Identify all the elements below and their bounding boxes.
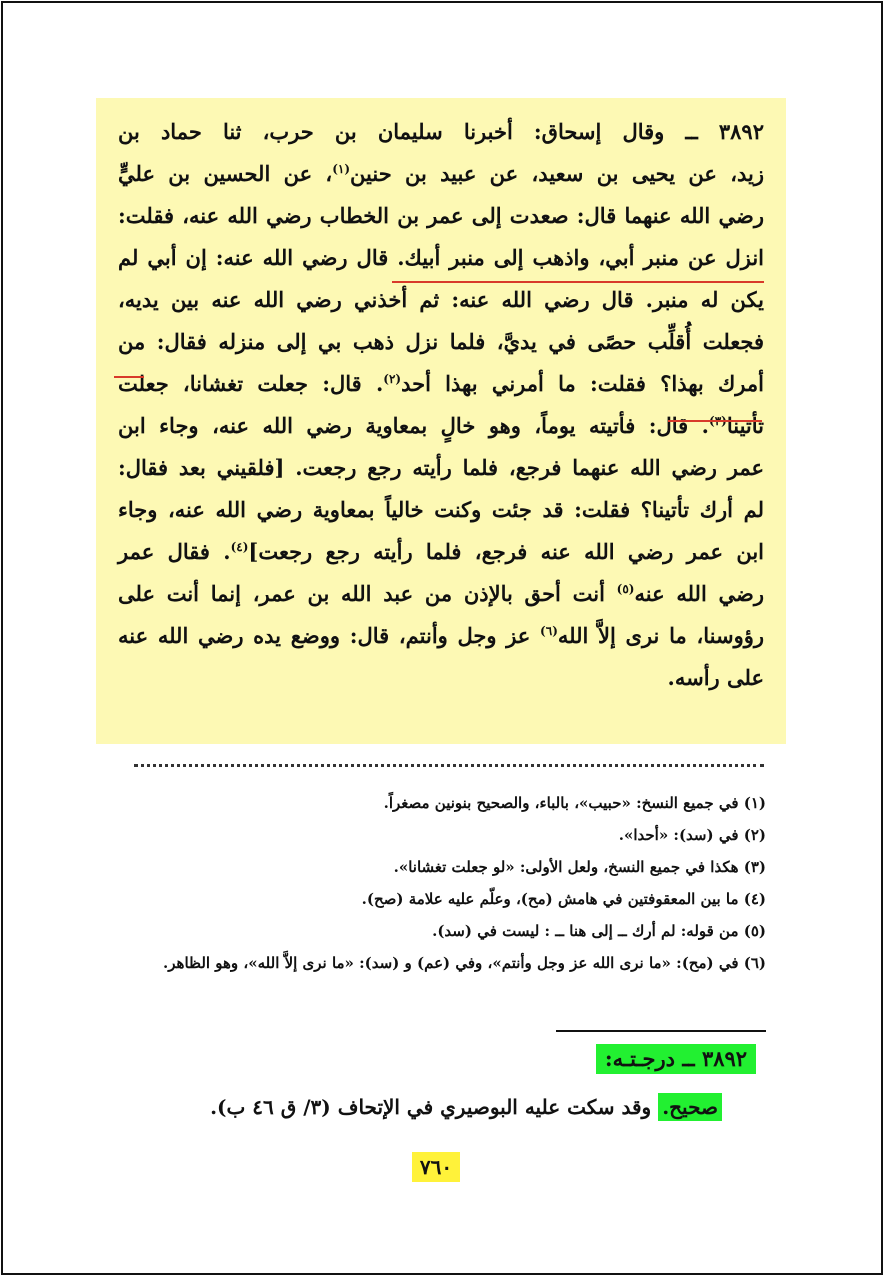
text-line-4: انزل عن منبر أبي، واذهب إلى منبر أبيك. قال رضي الله عنه: إن أبي لم (118, 245, 764, 270)
text-line-12: رضي الله عنه$^{(٥)}$ أنت أحق بالإذن من عبد الله بن عمر، إنما أنت على (118, 581, 765, 606)
grade-separator (556, 1030, 766, 1032)
grade-heading: ٣٨٩٢ ــ درجـتـه: (596, 1044, 756, 1074)
grade-line (162, 1088, 722, 1126)
grade-badge: صحيح. (658, 1093, 722, 1121)
red-underline-2 (114, 376, 144, 378)
grade-text: وقد سكت عليه البوصيري في الإتحاف (٣/ ق ٤٦ ب). (210, 1095, 659, 1119)
footnote-5: (٥) من قوله: لم أرك ــ إلى هنا ــ : ليست في (سد). (432, 922, 766, 940)
text-line-7: أمرك بهذا؟ فقلت: ما أمرني بهذا أحد$^{(٢)}$. قال: جعلت تغشانا، جعلت (118, 371, 764, 396)
text-line-6: فجعلت أُقلِّب حصًى في يديَّ، فلما نزل ذهب بي إلى منزله فقال: من (118, 329, 764, 354)
footnote-ref-3[interactable]: (٣) (709, 414, 727, 428)
text-line-5: يكن له منبر. قال رضي الله عنه: ثم أخذني رضي الله عنه بين يديه، (118, 287, 764, 312)
footnote-6: (٦) في (مح): «ما نرى الله عز وجل وأنتم»، وفي (عم) و (سد): «ما نرى إلاَّ الله»، وهو الظاهر. (163, 954, 766, 972)
text-line-3: رضي الله عنهما قال: صعدت إلى عمر بن الخطاب رضي الله عنه، فقلت: (118, 203, 764, 228)
footnote-ref-2[interactable]: (٢) (383, 372, 402, 386)
footnote-1: (١) في جميع النسخ: «حبيب»، بالباء، والصحيح بنونين مصغراً. (383, 794, 766, 812)
footnote-2: (٢) في (سد): «أحدا». (618, 826, 766, 844)
footnote-ref-4[interactable]: (٤) (230, 540, 249, 554)
red-underline-1 (392, 281, 764, 283)
footnote-4: (٤) ما بين المعقوفتين في هامش (مح)، وعلّم عليه علامة (صح). (361, 890, 766, 908)
page-number: ٧٦٠ (412, 1152, 460, 1182)
footnote-separator (134, 764, 764, 777)
text-line-11: ابن عمر رضي الله عنه فرجع، فلما رأيته رجع رجعت]$^{(٤)}$. فقال عمر (118, 539, 764, 564)
hadith-text-block (96, 98, 786, 744)
text-line-9: عمر رضي الله عنهما فرجع، فلما رأيته رجع رجعت. [فلقيني بعد فقال: (118, 455, 764, 480)
text-line-8: تأتينا$^{(٣)}$. قال: فأتيته يوماً، وهو خالٍ بمعاوية رضي الله عنه، وجاء ابن (118, 413, 764, 438)
footnote-ref-1[interactable]: (١) (332, 162, 351, 176)
footnote-ref-6[interactable]: (٦) (540, 624, 558, 638)
text-line-10: لم أرك تأتينا؟ فقلت: قد جئت وكنت خالياً بمعاوية رضي الله عنه، وجاء (118, 497, 764, 522)
text-line-2: زيد، عن يحيى بن سعيد، عن عبيد بن حنين$^{(١)}$، عن الحسين بن عليٍّ (118, 161, 764, 186)
red-underline-3 (668, 420, 762, 422)
text-line-13: رؤوسنا، ما نرى إلاَّ الله$^{(٦)}$ عز وجل وأنتم، قال: ووضع يده رضي الله عنه (118, 623, 764, 648)
text-line-14: على رأسه. (667, 665, 764, 690)
footnote-3: (٣) هكذا في جميع النسخ، ولعل الأولى: «لو جعلت تغشانا». (393, 858, 766, 876)
text-line-1: ٣٨٩٢ ــ وقال إسحاق: أخبرنا سليمان بن حرب، ثنا حماد بن (118, 119, 764, 144)
footnote-ref-5[interactable]: (٥) (616, 582, 635, 596)
